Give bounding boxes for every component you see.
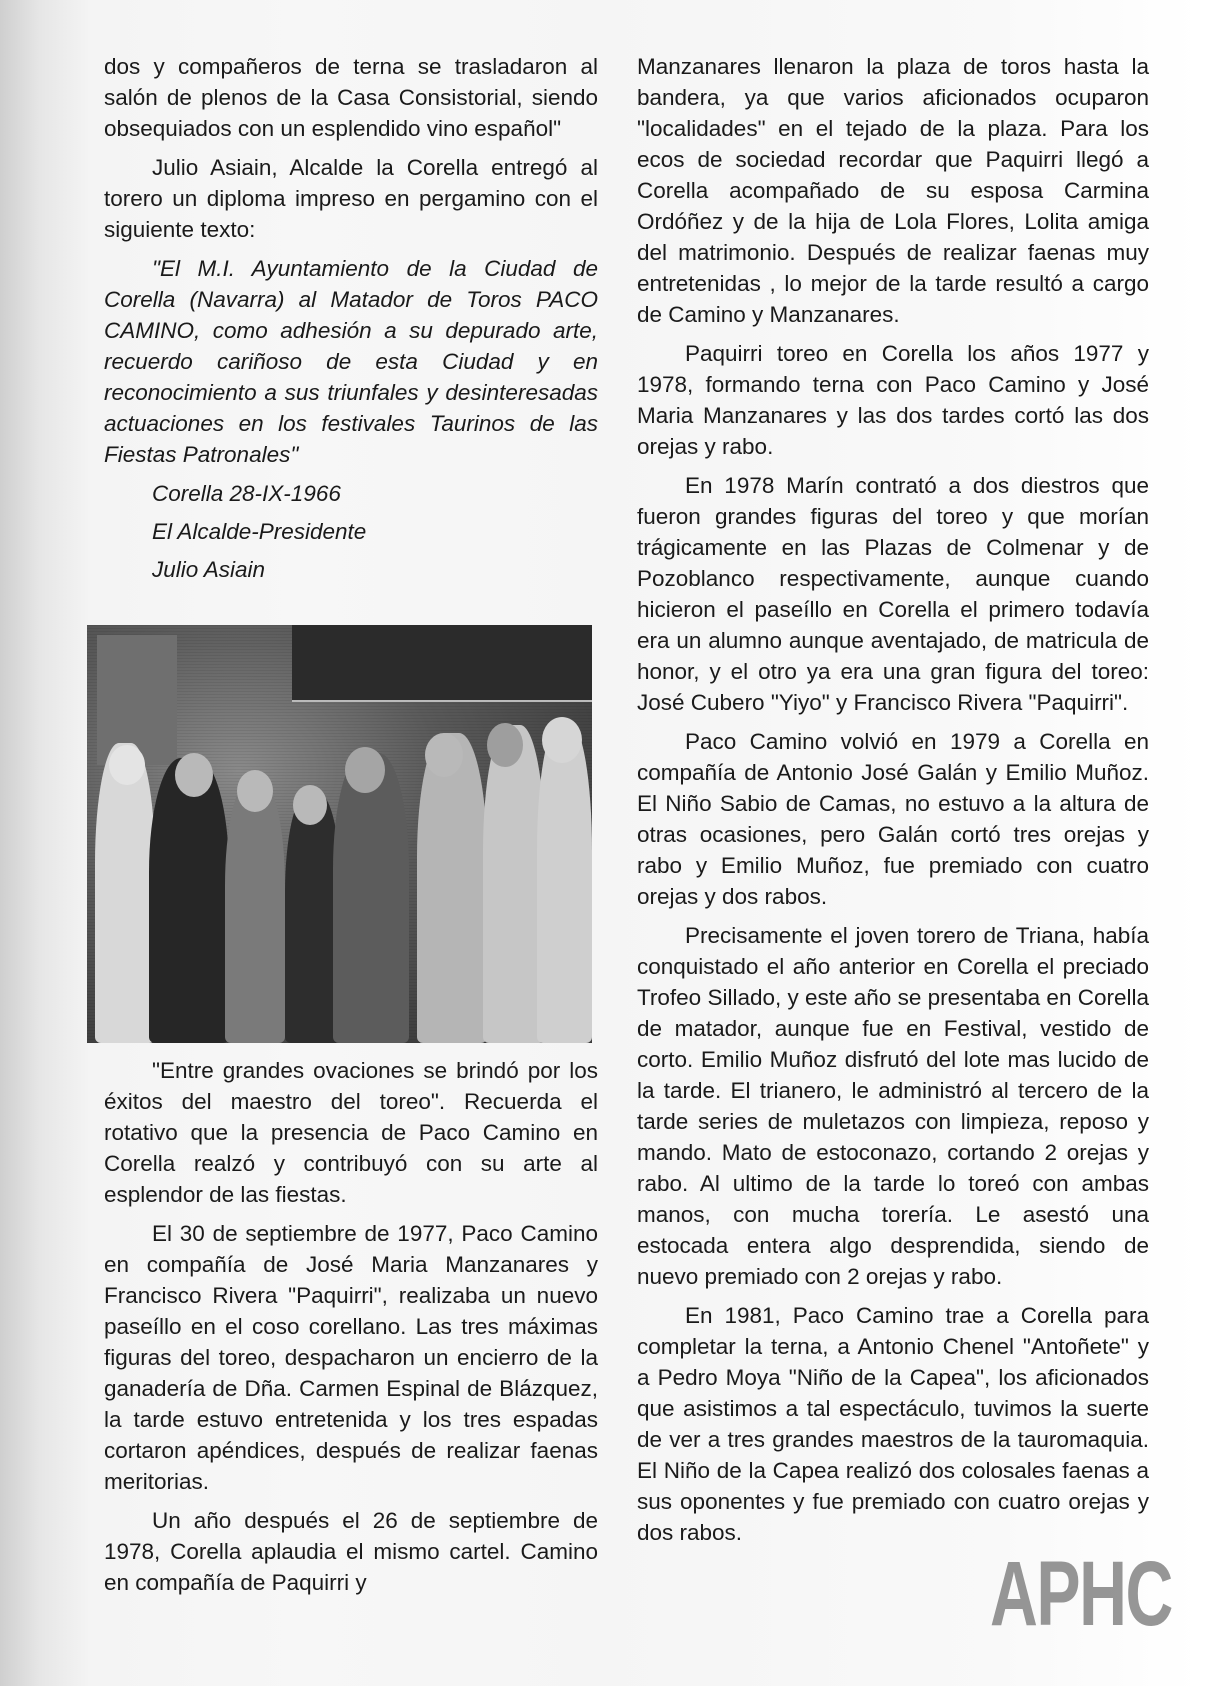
group-photo: [87, 625, 592, 1043]
photo-figure: [333, 753, 409, 1043]
photo-figure: [483, 725, 545, 1043]
paragraph: En 1978 Marín contrató a dos diestros que fueron grandes figuras del toreo y que morían trágicamente en las Plazas de Colmenar y de Pozoblanco respectivamente, aunque cuando hicieron el paseíllo en Corella el primero todavía era un alumno aunque aventajado, de matricula de honor, y el otro ya era una gran figura del toreo: José Cubero "Yiyo" y Francisco Rivera "Paquirri".: [637, 473, 1149, 715]
paragraph: Precisamente el joven torero de Triana, había conquistado el año anterior en Corella el preciado Trofeo Sillado, y este año se presentaba en Corella de matador, aunque fue en Festival, vestido de corto. Emilio Muñoz disfrutó del lote mas lucido de la tarde. El trianero, le administró al tercero de la tarde series de muletazos con limpieza, reposo y mando. Mato de estoconazo, cortando 2 orejas y rabo. Al ultimo de la tarde lo toreó con ambas manos, con mucha torería. Le asestó una estocada entera algo desprendida, siendo de nuevo premiado con 2 orejas y rabo.: [637, 923, 1149, 1289]
photo-portrait: [97, 635, 177, 765]
paragraph: Manzanares llenaron la plaza de toros hasta la bandera, ya que varios aficionados ocuparon "localidades" en el tejado de la plaza. Para los ecos de sociedad recordar que Paquirri llegó a Corella acompañado de su esposa Carmina Ordóñez y de la hija de Lola Flores, Lolita amiga del matrimonio. Después de realizar faenas muy entretenidas , lo mejor de la tarde resultó a cargo de Camino y Manzanares.: [637, 54, 1149, 327]
photo-head: [293, 785, 327, 825]
paragraph: Un año después el 26 de septiembre de 1978, Corella aplaudia el mismo cartel. Camino en compañía de Paquirri y: [104, 1508, 598, 1595]
photo-figure: [225, 781, 285, 1043]
signature-title: El Alcalde-Presidente: [152, 519, 367, 544]
photo-head: [237, 770, 273, 812]
signature-place-date: Corella 28-IX-1966: [152, 481, 341, 506]
photo-figure: [95, 743, 155, 1043]
photo-figure: [417, 733, 487, 1043]
paragraph: dos y compañeros de terna se trasladaron al salón de plenos de la Casa Consistorial, siendo obsequiados con un esplendido vino español": [104, 54, 598, 141]
photo-wall-frame: [292, 625, 592, 702]
photo-figure: [149, 758, 229, 1043]
paragraph: Paquirri toreo en Corella los años 1977 y 1978, formando terna con Paco Camino y José Maria Manzanares y las dos tardes cortó las dos orejas y rabo.: [637, 341, 1149, 459]
diploma-quote: "El M.I. Ayuntamiento de la Ciudad de Corella (Navarra) al Matador de Toros PACO CAMINO, como adhesión a su depurado arte, recuerdo cariñoso de esta Ciudad y en reconocimiento a sus triunfales y desinteresadas actuaciones en los festivales Taurinos de las Fiestas Patronales": [104, 256, 598, 467]
aphc-watermark: APHC: [990, 1543, 1172, 1645]
photo-head: [175, 753, 213, 797]
paragraph: Julio Asiain, Alcalde la Corella entregó al torero un diploma impreso en pergamino con el siguiente texto:: [104, 155, 598, 242]
left-column: [104, 51, 598, 592]
paragraph: Paco Camino volvió en 1979 a Corella en compañía de Antonio José Galán y Emilio Muñoz. El Niño Sabio de Camas, no estuvo a la altura de otras ocasiones, pero Galán cortó tres orejas y rabo y Emilio Muñoz, fue premiado con cuatro orejas y dos rabos.: [637, 729, 1149, 909]
photo-head: [425, 733, 463, 777]
paragraph: "Entre grandes ovaciones se brindó por los éxitos del maestro del toreo". Recuerda el rotativo que la presencia de Paco Camino en Corella realzó y contribuyó con su arte al esplendor de las fiestas.: [104, 1058, 598, 1207]
paragraph: En 1981, Paco Camino trae a Corella para completar la terna, a Antonio Chenel "Antoñete" y a Pedro Moya "Niño de la Capea", los aficionados que asistimos a tal espectáculo, tuvimos la suerte de ver a tres grandes maestros de la tauromaquia. El Niño de la Capea realizó dos colosales faenas a sus oponentes y fue premiado con cuatro orejas y dos rabos.: [637, 1303, 1149, 1545]
left-column-continued: [104, 1055, 598, 1606]
photo-head: [487, 723, 523, 767]
photo-figure: [537, 723, 592, 1043]
photo-head: [542, 717, 582, 763]
right-column: [637, 51, 1149, 1556]
photo-head: [345, 747, 385, 793]
photo-head: [109, 745, 145, 785]
signature-name: Julio Asiain: [152, 557, 265, 582]
paragraph: El 30 de septiembre de 1977, Paco Camino en compañía de José Maria Manzanares y Francisco Rivera "Paquirri", realizaba un nuevo paseíllo en el coso corellano. Las tres máximas figuras del toreo, despacharon un encierro de la ganadería de Dña. Carmen Espinal de Blázquez, la tarde estuvo entretenida y los tres espadas cortaron apéndices, después de realizar faenas meritorias.: [104, 1221, 598, 1494]
